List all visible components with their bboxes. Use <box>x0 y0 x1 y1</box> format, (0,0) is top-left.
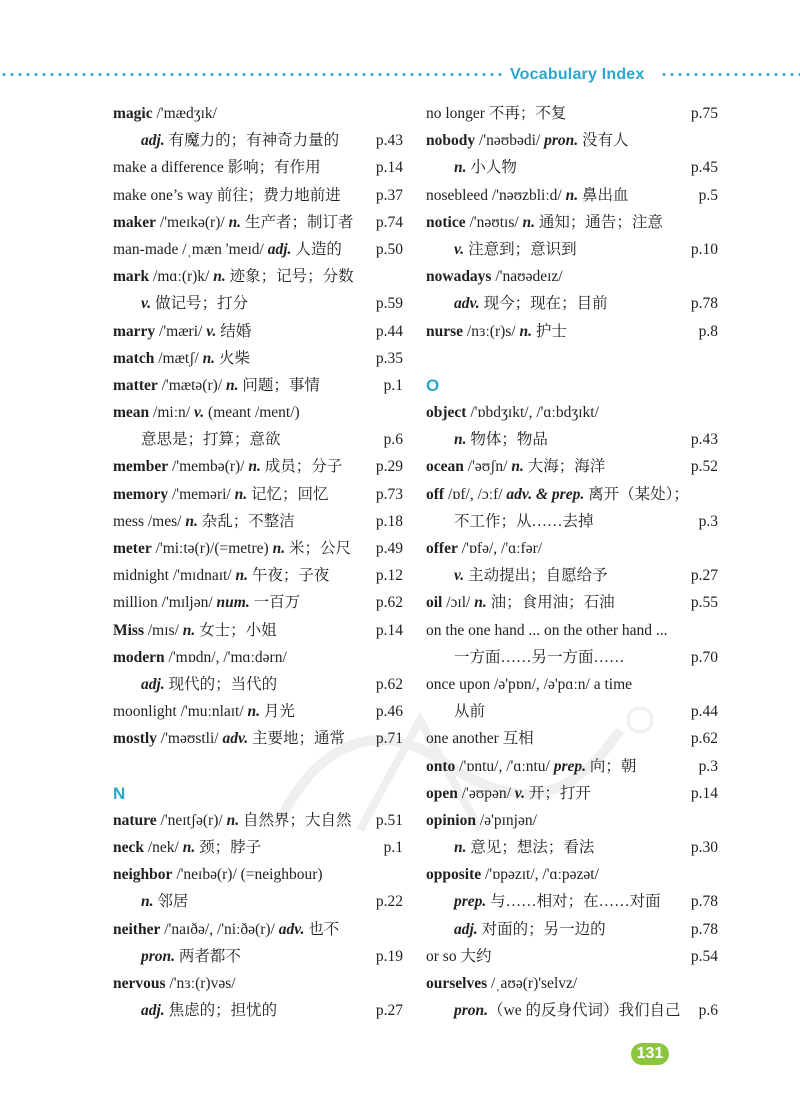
index-entry-line <box>113 644 403 671</box>
index-entry-line <box>426 127 718 154</box>
page-reference: p.14 <box>375 159 403 177</box>
entry-text: make one’s way 前往；费力地前进 <box>113 186 341 204</box>
headword: notice <box>426 213 466 231</box>
entry-text: /'ɒntu/, /'ɑːntu/ <box>455 757 554 775</box>
part-of-speech: adj. <box>141 1002 165 1020</box>
entry-text: 两者都不 <box>175 947 241 965</box>
part-of-speech: n. <box>522 213 536 231</box>
page-reference: p.22 <box>375 893 403 911</box>
entry-text: 问题；事情 <box>238 376 320 394</box>
index-entry-line <box>426 780 718 807</box>
index-entry-line <box>426 535 718 562</box>
entry-text: (meant /ment/) <box>204 404 300 422</box>
index-entry-line <box>113 508 403 535</box>
page-reference: p.43 <box>375 132 403 150</box>
part-of-speech: adv. <box>278 920 305 938</box>
section-gap <box>113 753 403 780</box>
index-entry-line <box>113 127 403 154</box>
page-reference: p.37 <box>375 186 403 204</box>
page-reference: p.70 <box>690 648 718 666</box>
entry-text: 现代的；当代的 <box>164 675 278 693</box>
index-entry-line <box>426 318 718 345</box>
index-entry-line <box>113 698 403 725</box>
headword: object <box>426 404 467 422</box>
index-entry-line <box>113 318 403 345</box>
headword: opposite <box>426 866 482 884</box>
entry-text: /'mædʒɪk/ <box>152 105 217 122</box>
entry-text: 没有人 <box>578 132 629 150</box>
page-reference: p.78 <box>690 920 718 938</box>
index-entry-line <box>113 671 403 698</box>
headword: mark <box>113 268 150 286</box>
index-entry-line <box>426 399 718 426</box>
page-reference: p.62 <box>375 675 403 693</box>
entry-text: once upon /ə'pɒn/, /ə'pɑːn/ a time <box>426 675 633 693</box>
entry-text: /'əʊʃn/ <box>463 458 512 476</box>
page-reference: p.52 <box>690 458 718 476</box>
entry-text: 生产者；制订者 <box>241 213 354 231</box>
part-of-speech: n. <box>182 839 196 857</box>
entry-text: /ˌaʊə(r)'selvz/ <box>487 975 578 992</box>
entry-text: 结婚 <box>216 322 252 340</box>
entry-text: 物体；物品 <box>466 431 548 449</box>
entry-text: /mætʃ/ <box>154 349 203 367</box>
index-entry-line <box>426 970 718 997</box>
part-of-speech: n. <box>565 186 579 204</box>
index-entry-line <box>113 916 403 943</box>
page-reference: p.6 <box>698 1002 718 1020</box>
index-entry-line <box>426 888 718 915</box>
page-reference: p.78 <box>690 295 718 313</box>
entry-text: 做记号；打分 <box>151 295 249 313</box>
page-reference: p.78 <box>690 893 718 911</box>
headword: offer <box>426 540 458 557</box>
index-entry-line <box>113 562 403 589</box>
header-dotted-rule-right <box>660 73 800 76</box>
part-of-speech: v. <box>141 295 152 313</box>
page-reference: p.10 <box>690 240 718 258</box>
page-reference: p.62 <box>375 594 403 612</box>
part-of-speech: prep. <box>454 893 487 911</box>
index-entry-line <box>113 372 403 399</box>
entry-text: 注意到；意识到 <box>464 240 577 258</box>
index-entry-line <box>426 725 718 752</box>
part-of-speech: prep. <box>553 757 587 775</box>
headword: ourselves <box>426 975 488 992</box>
part-of-speech: adj. <box>454 920 478 938</box>
headword: match <box>113 349 155 367</box>
index-entry-line <box>426 263 718 290</box>
page-reference: p.49 <box>375 540 403 557</box>
entry-text: 成员；分子 <box>260 458 343 476</box>
entry-text: mess /mes/ <box>113 512 186 530</box>
page-reference: p.50 <box>375 240 403 258</box>
entry-text: no longer 不再；不复 <box>426 105 567 122</box>
entry-text: /'naɪðə/, /'niːðə(r)/ <box>160 920 279 938</box>
entry-text: moonlight /'muːnlaɪt/ <box>113 703 248 721</box>
entry-text: 护士 <box>532 322 567 340</box>
entry-text: 邻居 <box>153 893 189 911</box>
index-entry-line <box>426 589 718 616</box>
index-entry-line <box>113 807 403 834</box>
headword: open <box>426 784 458 802</box>
index-entry-line <box>113 345 403 372</box>
entry-text: /'mætə(r)/ <box>157 376 226 394</box>
page-reference: p.73 <box>375 485 403 503</box>
page-reference: p.46 <box>375 703 403 721</box>
index-entry-line <box>426 671 718 698</box>
page-reference: p.44 <box>690 703 718 721</box>
entry-text: /nek/ <box>144 839 183 857</box>
entry-text: 有魔力的；有神奇力量的 <box>164 132 340 150</box>
entry-text: 通知；通告；注意 <box>535 213 663 231</box>
headword: maker <box>113 213 157 231</box>
page-reference: p.71 <box>375 730 403 748</box>
part-of-speech: adj. <box>141 675 165 693</box>
entry-text: /'ɒpəzɪt/, /'ɑːpəzət/ <box>481 866 599 884</box>
page-reference: p.30 <box>690 839 718 857</box>
index-entry-line <box>113 263 403 290</box>
index-entry-line <box>426 834 718 861</box>
page-reference: p.1 <box>383 376 403 394</box>
page-reference: p.8 <box>698 322 718 340</box>
part-of-speech: adv. <box>454 295 480 313</box>
part-of-speech: n. <box>226 811 240 829</box>
page-reference: p.43 <box>690 431 718 449</box>
index-entry-line <box>426 453 718 480</box>
entry-text: /'neɪbə(r)/ (=neighbour) <box>172 866 323 884</box>
page-reference: p.12 <box>375 567 403 585</box>
index-entry-line <box>426 943 718 970</box>
headword: neighbor <box>113 866 173 884</box>
part-of-speech: pron. <box>454 1002 489 1020</box>
entry-text: 杂乱；不整洁 <box>197 512 295 530</box>
index-entry-line <box>113 481 403 508</box>
part-of-speech: n. <box>519 322 532 340</box>
part-of-speech: n. <box>511 458 524 476</box>
page-reference: p.74 <box>375 213 403 231</box>
index-entry-line <box>426 617 718 644</box>
entry-text: 主要地；通常 <box>248 730 346 748</box>
page-reference: p.6 <box>383 431 403 449</box>
index-entry-line <box>113 100 403 127</box>
part-of-speech: v. <box>193 404 205 422</box>
page-reference: p.27 <box>690 567 718 585</box>
index-entry-line <box>426 236 718 263</box>
index-entry-line <box>113 888 403 915</box>
part-of-speech: n. <box>474 594 487 612</box>
entry-text: or so 大约 <box>426 947 492 965</box>
part-of-speech: v. <box>454 567 465 585</box>
index-entry-line <box>426 182 718 209</box>
entry-text: /'neɪtʃə(r)/ <box>156 811 227 829</box>
index-entry-line <box>113 861 403 888</box>
headword: nowadays <box>426 268 492 286</box>
part-of-speech: pron. <box>141 947 176 965</box>
entry-text: 也不 <box>304 920 340 938</box>
entry-text: 米；公尺 <box>285 540 351 557</box>
page-reference: p.75 <box>690 105 718 122</box>
headword: oil <box>426 594 443 612</box>
headword: mean <box>113 404 150 422</box>
entry-text: 与……相对；在……对面 <box>486 893 661 911</box>
entry-text: 现今；现在；目前 <box>479 295 608 313</box>
part-of-speech: n. <box>248 458 261 476</box>
page-reference: p.1 <box>383 839 403 857</box>
index-entry-line <box>426 426 718 453</box>
index-entry-line <box>113 589 403 616</box>
headword: ocean <box>426 458 464 476</box>
page-reference: p.62 <box>690 730 718 748</box>
entry-text: /'ɒbdʒɪkt/, /'ɑːbdʒɪkt/ <box>466 404 599 422</box>
entry-text: /'membə(r)/ <box>168 458 249 476</box>
page-reference: p.14 <box>375 621 403 639</box>
entry-text: 大海；海洋 <box>523 458 606 476</box>
headword: nervous <box>113 975 166 992</box>
headword: onto <box>426 757 456 775</box>
entry-text: /'nəʊbədi/ <box>475 132 545 150</box>
section-letter-heading: N <box>113 783 126 803</box>
index-entry-line <box>426 209 718 236</box>
entry-text: /'mɒdn/, /'mɑːdərn/ <box>164 648 287 666</box>
part-of-speech: v. <box>454 240 465 258</box>
entry-text: 焦虑的；担忧的 <box>164 1002 278 1020</box>
index-entry-line <box>113 453 403 480</box>
entry-text: /nɜː(r)s/ <box>463 322 520 340</box>
part-of-speech: adv. & prep. <box>506 485 585 503</box>
part-of-speech: n. <box>235 567 248 585</box>
headword: off <box>426 485 445 503</box>
index-entry-line <box>113 426 403 453</box>
part-of-speech: v. <box>206 322 217 340</box>
page-reference: p.59 <box>375 295 403 313</box>
index-entry-line <box>113 154 403 181</box>
entry-text: /ə'pɪnjən/ <box>475 811 537 829</box>
entry-text: 离开（某处）； <box>584 485 689 503</box>
entry-text: /'ɒfə/, /'ɑːfər/ <box>457 540 543 557</box>
entry-text: midnight /'mɪdnaɪt/ <box>113 567 236 585</box>
part-of-speech: n. <box>247 703 261 721</box>
page-reference: p.14 <box>690 784 718 802</box>
left-index-column <box>113 100 403 1024</box>
entry-text: 鼻出血 <box>578 186 629 204</box>
page-number-badge: 131 <box>631 1043 669 1065</box>
index-entry-line <box>426 562 718 589</box>
part-of-speech: adv. <box>222 730 249 748</box>
headword: mostly <box>113 730 157 748</box>
entry-text: 从前 <box>454 703 486 721</box>
entry-text: 意思是；打算；意欲 <box>141 431 281 449</box>
entry-text: /'nəʊtɪs/ <box>465 213 523 231</box>
part-of-speech: n. <box>454 431 467 449</box>
page-reference: p.19 <box>375 947 403 965</box>
entry-text: /'meɪkə(r)/ <box>156 213 229 231</box>
right-index-column <box>426 100 718 1024</box>
page-header-title: Vocabulary Index <box>510 66 645 83</box>
index-entry-line <box>113 290 403 317</box>
part-of-speech: adj. <box>141 132 165 150</box>
entry-text: on the one hand ... on the other hand ... <box>426 621 668 639</box>
entry-text: 火柴 <box>215 349 250 367</box>
entry-text: /'məʊstli/ <box>156 730 223 748</box>
index-entry-line <box>113 943 403 970</box>
index-entry-line <box>113 834 403 861</box>
part-of-speech: adj. <box>267 240 292 258</box>
index-entry-line <box>113 535 403 562</box>
index-entry-line <box>426 861 718 888</box>
entry-text: /ɒf/, /ɔːf/ <box>444 485 507 503</box>
entry-text: 对面的；另一边的 <box>477 920 606 938</box>
entry-text: 一百万 <box>249 594 301 612</box>
index-entry-line <box>426 481 718 508</box>
index-entry-line <box>426 154 718 181</box>
index-entry-line <box>113 970 403 997</box>
entry-text: /'mæri/ <box>155 322 207 340</box>
part-of-speech: n. <box>185 512 198 530</box>
entry-text: 人造的 <box>291 240 342 258</box>
index-entry-line <box>426 698 718 725</box>
entry-text: /ɔɪl/ <box>442 594 475 612</box>
index-entry-line <box>426 997 718 1024</box>
entry-text: nosebleed /'nəʊzbliːd/ <box>426 186 566 204</box>
part-of-speech: n. <box>454 159 467 177</box>
page-reference: p.44 <box>375 322 403 340</box>
index-entry-line <box>113 236 403 263</box>
entry-text: /miːn/ <box>149 404 194 422</box>
entry-text: man-made /ˌmæn 'meɪd/ <box>113 240 268 258</box>
entry-text: 记忆；回忆 <box>247 485 329 503</box>
index-entry-line <box>113 182 403 209</box>
page-reference: p.51 <box>375 811 403 829</box>
page-reference: p.54 <box>690 947 718 965</box>
entry-text: /'əʊpən/ <box>457 784 515 802</box>
entry-text: million /'mɪljən/ <box>113 594 217 612</box>
part-of-speech: n. <box>228 213 242 231</box>
entry-text: （we 的反身代词）我们自己 <box>488 1002 681 1020</box>
index-entry-line <box>426 290 718 317</box>
part-of-speech: v. <box>514 784 525 802</box>
index-entry-line <box>113 617 403 644</box>
index-entry-line <box>113 997 403 1024</box>
entry-text: 小人物 <box>466 159 517 177</box>
entry-text: /'meməri/ <box>168 485 235 503</box>
headword: neither <box>113 920 161 938</box>
index-entry-line <box>426 753 718 780</box>
headword: modern <box>113 648 165 666</box>
entry-text: 迹象；记号；分数 <box>225 268 354 286</box>
part-of-speech: n. <box>454 839 467 857</box>
entry-text: one another 互相 <box>426 730 534 748</box>
page-reference: p.35 <box>375 349 403 367</box>
page-reference: p.27 <box>375 1002 403 1020</box>
index-entry-line <box>113 399 403 426</box>
entry-text: 主动提出；自愿给予 <box>464 567 608 585</box>
page-reference: p.18 <box>375 512 403 530</box>
section-letter-heading: O <box>426 375 440 395</box>
entry-text: 意见；想法；看法 <box>466 839 595 857</box>
page-reference: p.45 <box>690 159 718 177</box>
part-of-speech: n. <box>141 893 154 911</box>
part-of-speech: n. <box>234 485 248 503</box>
page-reference: p.3 <box>698 757 718 775</box>
header-dotted-rule-left <box>0 73 505 76</box>
part-of-speech: n. <box>272 540 286 557</box>
part-of-speech: n. <box>213 268 226 286</box>
entry-text: 不工作；从……去掉 <box>454 512 594 530</box>
page-reference: p.3 <box>698 512 718 530</box>
part-of-speech: n. <box>202 349 216 367</box>
entry-text: /'nɜː(r)vəs/ <box>165 975 236 992</box>
entry-text: 油；食用油；石油 <box>486 594 615 612</box>
page-reference: p.55 <box>690 594 718 612</box>
headword: meter <box>113 540 152 557</box>
entry-text: 自然界；大自然 <box>239 811 352 829</box>
index-entry-line <box>426 807 718 834</box>
part-of-speech: pron. <box>544 132 579 150</box>
entry-text: 开；打开 <box>524 784 591 802</box>
headword: opinion <box>426 811 476 829</box>
entry-text: /mɑː(r)k/ <box>149 268 214 286</box>
entry-text: 月光 <box>260 703 295 721</box>
headword: marry <box>113 322 156 340</box>
index-entry-line <box>426 644 718 671</box>
section-gap <box>426 345 718 372</box>
entry-text: make a difference 影响；有作用 <box>113 159 321 177</box>
headword: nature <box>113 811 157 829</box>
index-entry-line <box>426 100 718 127</box>
index-entry-line <box>113 209 403 236</box>
headword: nurse <box>426 322 464 340</box>
headword: memory <box>113 485 169 503</box>
index-entry-line <box>113 725 403 752</box>
part-of-speech: n. <box>225 376 239 394</box>
entry-text: /'naʊədeɪz/ <box>491 268 563 286</box>
entry-text: 午夜；子夜 <box>248 567 330 585</box>
headword: magic <box>113 105 153 122</box>
entry-text: 女士；小姐 <box>195 621 277 639</box>
headword: nobody <box>426 132 476 150</box>
headword: member <box>113 458 169 476</box>
index-entry-line <box>426 916 718 943</box>
part-of-speech: n. <box>182 621 196 639</box>
index-entry-line <box>426 508 718 535</box>
headword: Miss <box>113 621 144 639</box>
entry-text: 一方面……另一方面…… <box>454 648 625 666</box>
entry-text: /'miːtə(r)/(=metre) <box>151 540 273 557</box>
headword: neck <box>113 839 144 857</box>
headword: matter <box>113 376 158 394</box>
entry-text: /mɪs/ <box>144 621 183 639</box>
entry-text: 颈；脖子 <box>195 839 262 857</box>
entry-text: 向；朝 <box>586 757 637 775</box>
page-reference: p.5 <box>698 186 718 204</box>
page-reference: p.29 <box>375 458 403 476</box>
part-of-speech: num. <box>216 594 250 612</box>
